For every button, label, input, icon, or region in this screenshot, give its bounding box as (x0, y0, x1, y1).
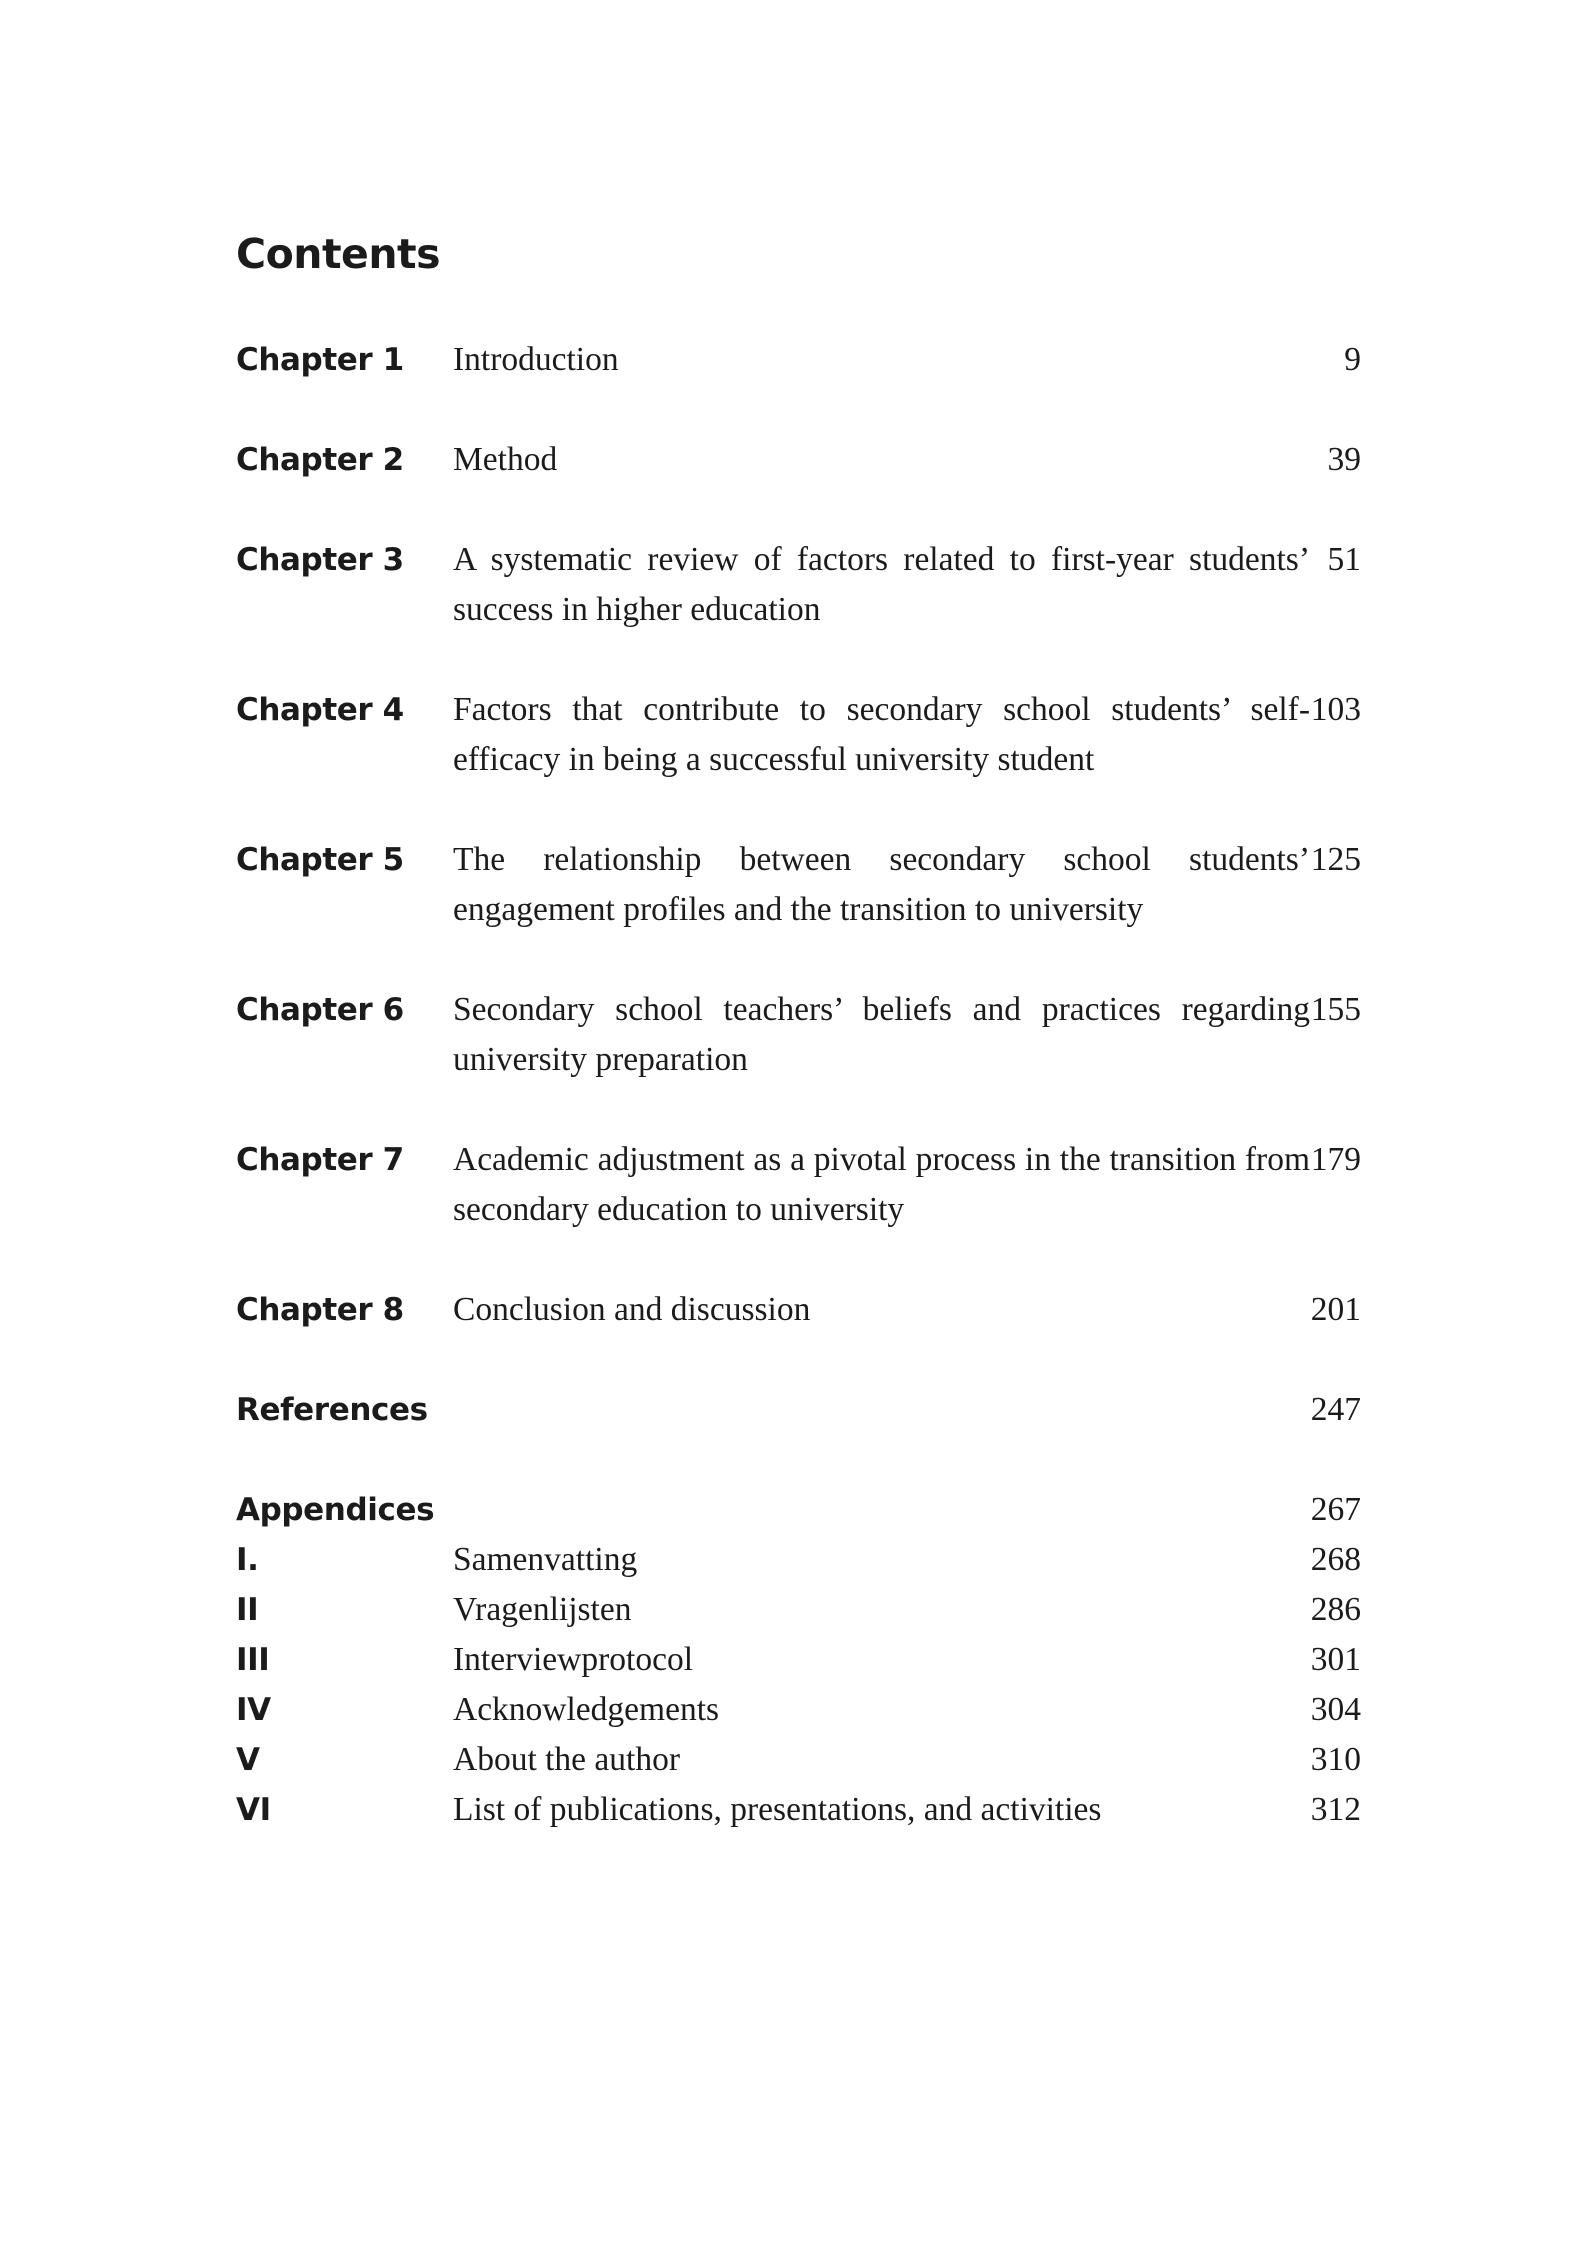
toc-entry-chapter-7 (236, 1135, 1361, 1235)
chapter-title: Method (453, 441, 558, 478)
appendix-label: V (236, 1742, 260, 1778)
page-number: 51 (1327, 541, 1361, 578)
chapter-label: Chapter 1 (236, 342, 404, 378)
appendix-title: Samenvatting (453, 1541, 638, 1578)
chapter-label: Chapter 8 (236, 1292, 404, 1328)
toc-entry-references (236, 1385, 1361, 1485)
page-number: 304 (1310, 1691, 1361, 1728)
appendices-label: Appendices (236, 1492, 435, 1528)
chapter-title: Conclusion and discussion (453, 1291, 811, 1328)
chapter-label: Chapter 4 (236, 692, 404, 728)
chapter-title: Factors that contribute to secondary school students’ self-efficacy in being a successful university student (453, 691, 1310, 778)
page-number: 286 (1310, 1591, 1361, 1628)
appendix-title: Interviewprotocol (453, 1641, 693, 1678)
toc-entry-chapter-4 (236, 685, 1361, 785)
page-number: 201 (1310, 1291, 1361, 1328)
page-number: 179 (1310, 1141, 1361, 1178)
toc-entry-chapter-8 (236, 1285, 1361, 1385)
page-number: 301 (1310, 1641, 1361, 1678)
appendix-title: Vragenlijsten (453, 1591, 632, 1628)
chapter-title: Secondary school teachers’ beliefs and practices regarding university preparation (453, 991, 1310, 1078)
chapter-label: Chapter 7 (236, 1142, 404, 1178)
page-number: 39 (1327, 441, 1361, 478)
toc-entry-chapter-2 (236, 435, 1361, 535)
page-number: 9 (1344, 341, 1361, 378)
page-number: 267 (1310, 1491, 1361, 1528)
chapter-label: Chapter 2 (236, 442, 404, 478)
page-number: 247 (1310, 1391, 1361, 1428)
toc-entry-chapter-5 (236, 835, 1361, 935)
chapter-label: Chapter 6 (236, 992, 404, 1028)
chapter-title: Academic adjustment as a pivotal process in the transition from secondary education to university (453, 1141, 1310, 1228)
chapter-label: Chapter 5 (236, 842, 404, 878)
chapter-title: A systematic review of factors related to first-year students’ success in higher education (453, 541, 1310, 628)
appendix-title: List of publications, presentations, and activities (453, 1791, 1102, 1828)
page-number: 310 (1310, 1741, 1361, 1778)
toc-entry-chapter-1 (236, 335, 1361, 435)
appendix-title: Acknowledgements (453, 1691, 720, 1728)
page-number: 312 (1310, 1791, 1361, 1828)
appendix-label: III (236, 1642, 270, 1678)
toc-entry-chapter-3 (236, 535, 1361, 635)
chapter-title: Introduction (453, 341, 619, 378)
page-title: Contents (236, 230, 441, 278)
chapter-label: Chapter 3 (236, 542, 404, 578)
page-number: 268 (1310, 1541, 1361, 1578)
references-label: References (236, 1392, 428, 1428)
appendix-label: II (236, 1592, 259, 1628)
toc-entry-chapter-6 (236, 985, 1361, 1085)
appendix-label: VI (236, 1792, 271, 1828)
page-number: 155 (1310, 991, 1361, 1028)
chapter-title: The relationship between secondary school students’ engagement profiles and the transition to university (453, 841, 1310, 928)
page-number: 125 (1310, 841, 1361, 878)
appendix-label: IV (236, 1692, 271, 1728)
appendix-label: I. (236, 1542, 259, 1578)
toc-entry-appendix-vi (236, 1785, 1361, 1885)
page-number: 103 (1310, 691, 1361, 728)
appendix-title: About the author (453, 1741, 681, 1778)
